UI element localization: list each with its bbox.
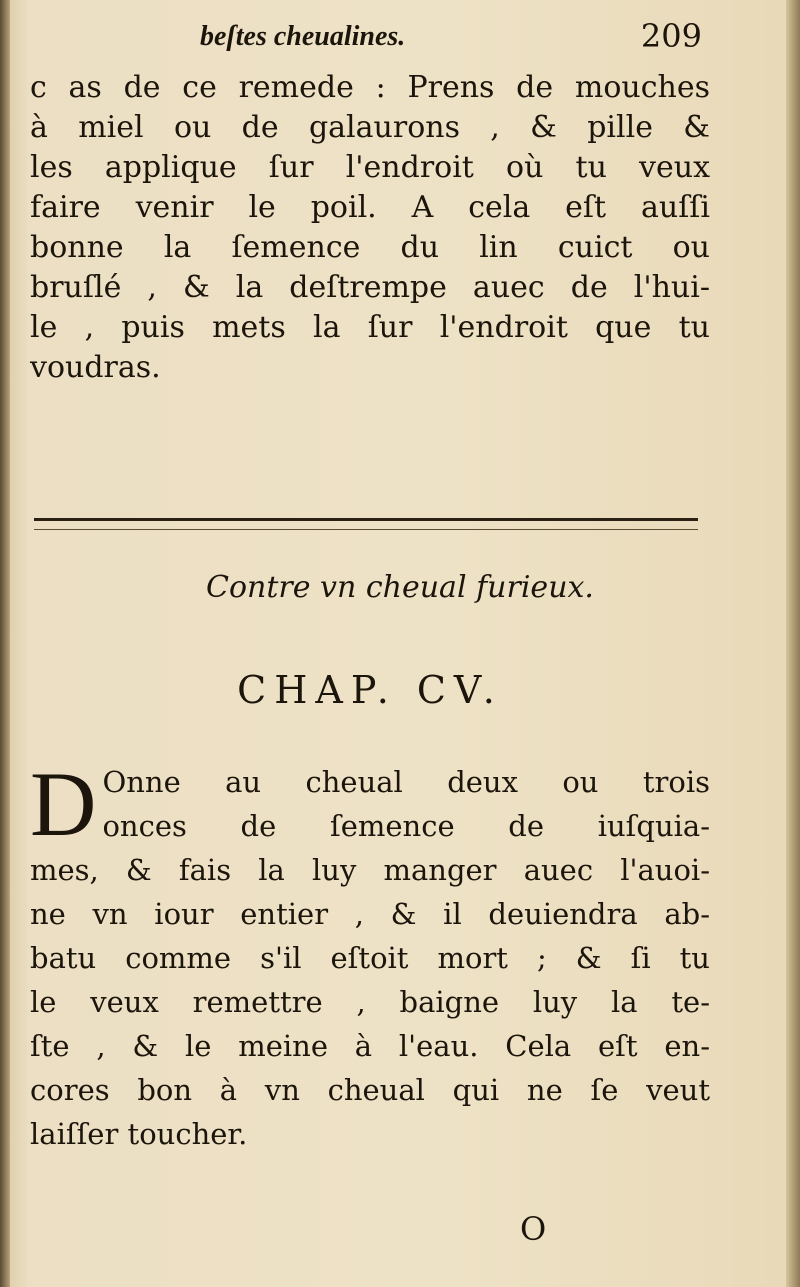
text-line: ſte , & le meine à l'eau. Cela eſt en- (30, 1029, 710, 1063)
section-rule (34, 518, 698, 530)
text-line: bonne la ſemence du lin cuict ou (30, 230, 710, 265)
paragraph-chapter-body (30, 753, 710, 1156)
text-line: onces de ſemence de iuſquia- (102, 809, 710, 843)
text-line: le , puis mets la ſur l'endroit que tu (30, 310, 710, 345)
text-line: c as de ce remede : Prens de mouches (30, 70, 710, 105)
chapter-title: Contre vn cheual furieux. (206, 570, 594, 605)
text-line: faire venir le poil. A cela eſt auſſi (30, 190, 710, 225)
catchword: O (520, 1210, 547, 1248)
page-edge (786, 0, 800, 1287)
chapter-number: CHAP. CV. (237, 668, 503, 712)
text-line: laiſſer toucher. (30, 1117, 248, 1151)
text-line: voudras. (30, 350, 161, 385)
text-line: Onne au cheual deux ou trois (102, 765, 710, 799)
text-line: bruſlé , & la deſtrempe auec de l'hui- (30, 270, 710, 305)
text-line: mes, & fais la luy manger auec l'auoi- (30, 853, 710, 887)
text-line: les applique ſur l'endroit où tu veux (30, 150, 710, 185)
text-line: batu comme s'il eſtoit mort ; & ſi tu (30, 941, 710, 975)
drop-cap: D (30, 753, 97, 855)
page-header (200, 16, 702, 56)
paragraph-remedy (30, 68, 710, 388)
running-head: beſtes cheualines. (200, 21, 406, 52)
text-line: le veux remettre , baigne luy la te- (30, 985, 710, 1019)
text-line: cores bon à vn cheual qui ne ſe veut (30, 1073, 710, 1107)
book-spine (0, 0, 10, 1287)
text-line: ne vn iour entier , & il deuiendra ab- (30, 897, 710, 931)
text-line: à miel ou de galaurons , & pille & (30, 110, 710, 145)
page-number: 209 (640, 17, 702, 55)
